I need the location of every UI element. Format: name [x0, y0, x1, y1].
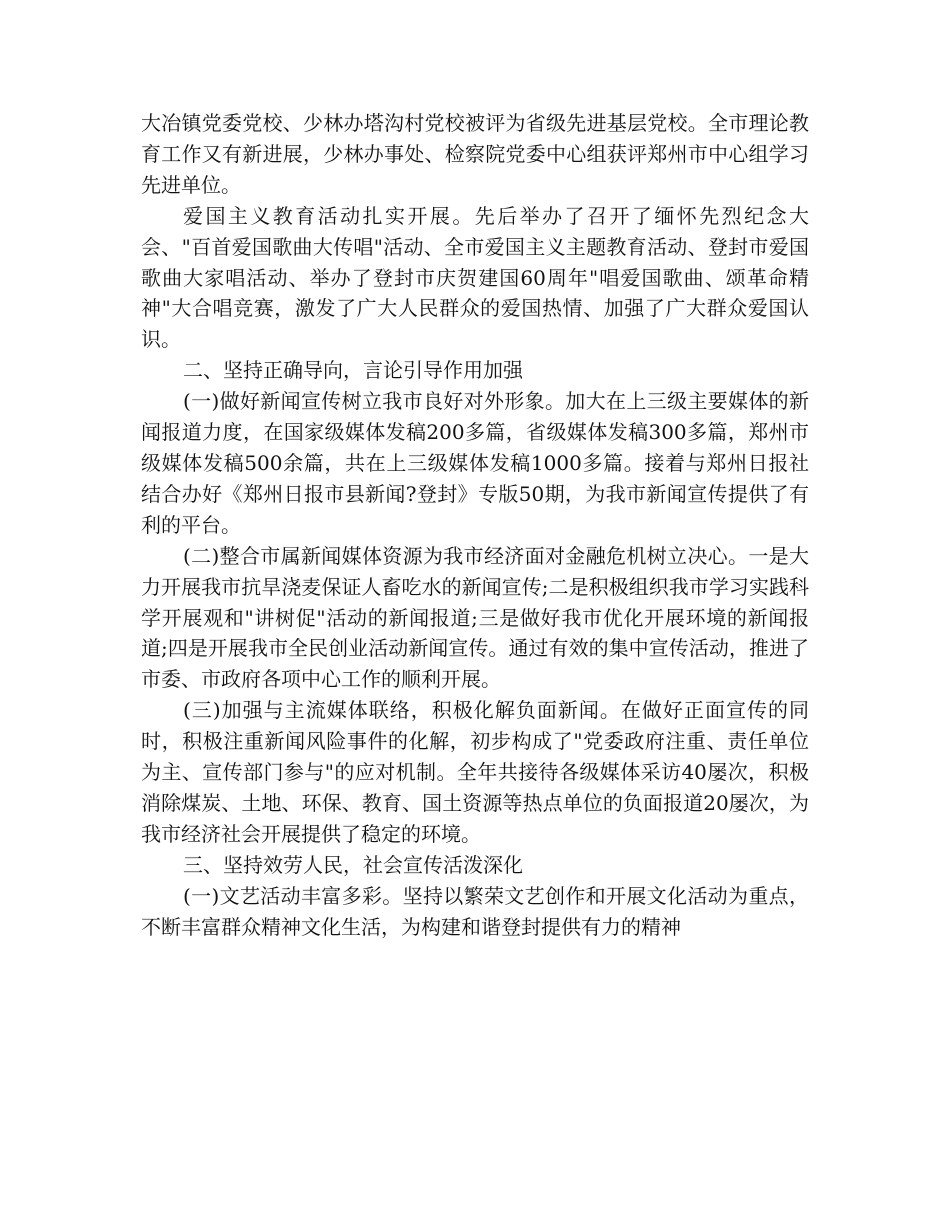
paragraph-3: (一)做好新闻宣传树立我市良好对外形象。加大在上三级主要媒体的新闻报道力度，在国家级媒体发稿200多篇，省级媒体发稿300多篇，郑州市级媒体发稿500余篇，共在上三级媒体发稿1000多篇。接着与郑州日报社结合办好《郑州日报市县新闻?登封》专版50期，为我市新闻宣传提供了有利的平台。: [141, 389, 809, 537]
document-page: [141, 108, 809, 942]
paragraph-4: (二)整合市属新闻媒体资源为我市经济面对金融危机树立决心。一是大力开展我市抗旱浇麦保证人畜吃水的新闻宣传;二是积极组织我市学习实践科学开展观和"讲树促"活动的新闻报道;三是做好我市优化开展环境的新闻报道;四是开展我市全民创业活动新闻宣传。通过有效的集中宣传活动，推进了市委、市政府各项中心工作的顺利开展。: [141, 543, 809, 692]
paragraph-1: 大冶镇党委党校、少林办塔沟村党校被评为省级先进基层党校。全市理论教育工作又有新进展，少林办事处、检察院党委中心组获评郑州市中心组学习先进单位。: [141, 111, 809, 197]
paragraph-5: (三)加强与主流媒体联络，积极化解负面新闻。在做好正面宣传的同时，积极注重新闻风险事件的化解，初步构成了"党委政府注重、责任单位为主、宣传部门参与"的应对机制。全年共接待各级媒体采访40屡次，积极消除煤炭、土地、环保、教育、国土资源等热点单位的负面报道20屡次，为我市经济社会开展提供了稳定的环境。: [141, 698, 809, 846]
section-heading-3: 三、坚持效劳人民，社会宣传活泼深化: [183, 852, 523, 877]
section-heading-2: 二、坚持正确导向，言论引导作用加强: [183, 358, 523, 383]
paragraph-2: 爱国主义教育活动扎实开展。先后举办了召开了缅怀先烈纪念大会、"百首爱国歌曲大传唱"活动、全市爱国主义主题教育活动、登封市爱国歌曲大家唱活动、举办了登封市庆贺建国60周年"唱爱国歌曲、颂革命精神"大合唱竞赛，激发了广大人民群众的爱国热情、加强了广大群众爱国认识。: [141, 203, 809, 352]
paragraph-6: (一)文艺活动丰富多彩。坚持以繁荣文艺创作和开展文化活动为重点，不断丰富群众精神文化生活，为构建和谐登封提供有力的精神: [141, 883, 809, 939]
